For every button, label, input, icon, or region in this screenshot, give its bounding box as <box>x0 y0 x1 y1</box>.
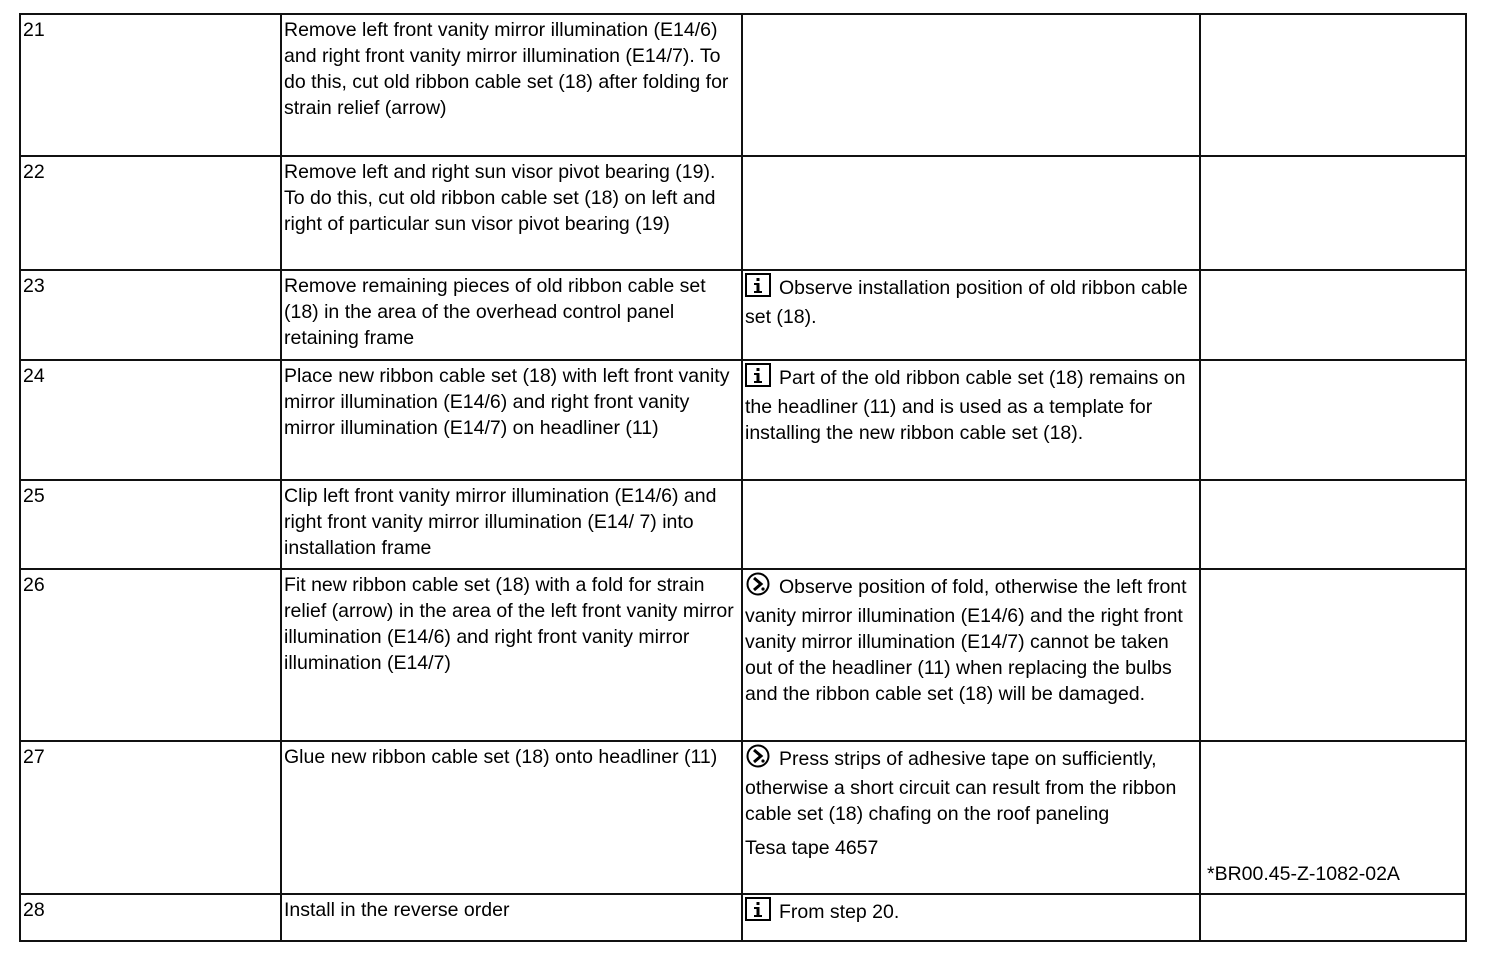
step-reference <box>1200 569 1466 741</box>
step-action: Fit new ribbon cable set (18) with a fold for strain relief (arrow) in the area of the left front vanity mirror illumination (E14/6) and right front vanity mirror illumination (E14/7) <box>281 569 742 741</box>
step-number: 22 <box>20 156 281 270</box>
info-icon <box>745 273 771 304</box>
step-note <box>742 360 1200 480</box>
note-text: Press strips of adhesive tape on sufficiently, otherwise a short circuit can result from the ribbon cable set (18) chafing on the roof paneling <box>745 748 1177 825</box>
step-note <box>742 156 1200 270</box>
table-row <box>20 270 1466 360</box>
info-icon <box>745 897 771 928</box>
step-note <box>742 14 1200 156</box>
note-text: Observe position of fold, otherwise the left front vanity mirror illumination (E14/6) and the right front vanity mirror illumination (E14/7) cannot be taken out of the headliner (11) when replacing the bulbs and the ribbon cable set (18) will be damaged. <box>745 576 1187 705</box>
step-number: 23 <box>20 270 281 360</box>
caution-icon <box>745 744 771 775</box>
step-action: Remove left front vanity mirror illumination (E14/6) and right front vanity mirror illumination (E14/7). To do this, cut old ribbon cable set (18) after folding for strain relief (arrow) <box>281 14 742 156</box>
step-reference <box>1200 480 1466 569</box>
table-row <box>20 480 1466 569</box>
step-note <box>742 741 1200 894</box>
note-text: Observe installation position of old ribbon cable set (18). <box>745 277 1188 328</box>
table-row <box>20 156 1466 270</box>
step-reference <box>1200 894 1466 941</box>
step-reference <box>1200 360 1466 480</box>
note-text: Part of the old ribbon cable set (18) remains on the headliner (11) and is used as a template for installing the new ribbon cable set (18). <box>745 367 1186 444</box>
procedure-table <box>19 13 1467 942</box>
table-row <box>20 360 1466 480</box>
step-reference: *BR00.45-Z-1082-02A <box>1200 741 1466 894</box>
step-note <box>742 894 1200 941</box>
step-action: Install in the reverse order <box>281 894 742 941</box>
step-number: 27 <box>20 741 281 894</box>
step-note <box>742 270 1200 360</box>
consumable-spec: Tesa tape 4657 <box>745 837 879 859</box>
step-action: Remove left and right sun visor pivot bearing (19). To do this, cut old ribbon cable set (18) on left and right of particular sun visor pivot bearing (19) <box>281 156 742 270</box>
table-row <box>20 894 1466 941</box>
step-note <box>742 480 1200 569</box>
step-note <box>742 569 1200 741</box>
step-number: 25 <box>20 480 281 569</box>
step-reference <box>1200 270 1466 360</box>
step-number: 21 <box>20 14 281 156</box>
caution-icon <box>745 572 771 603</box>
table-row <box>20 741 1466 894</box>
step-number: 26 <box>20 569 281 741</box>
info-icon <box>745 363 771 394</box>
step-reference <box>1200 14 1466 156</box>
step-number: 28 <box>20 894 281 941</box>
table-row <box>20 14 1466 156</box>
step-number: 24 <box>20 360 281 480</box>
step-reference <box>1200 156 1466 270</box>
note-text: From step 20. <box>779 901 900 923</box>
step-action: Remove remaining pieces of old ribbon cable set (18) in the area of the overhead control panel retaining frame <box>281 270 742 360</box>
step-action: Glue new ribbon cable set (18) onto headliner (11) <box>281 741 742 894</box>
table-row <box>20 569 1466 741</box>
step-action: Place new ribbon cable set (18) with left front vanity mirror illumination (E14/6) and right front vanity mirror illumination (E14/7) on headliner (11) <box>281 360 742 480</box>
step-action: Clip left front vanity mirror illumination (E14/6) and right front vanity mirror illumination (E14/ 7) into installation frame <box>281 480 742 569</box>
